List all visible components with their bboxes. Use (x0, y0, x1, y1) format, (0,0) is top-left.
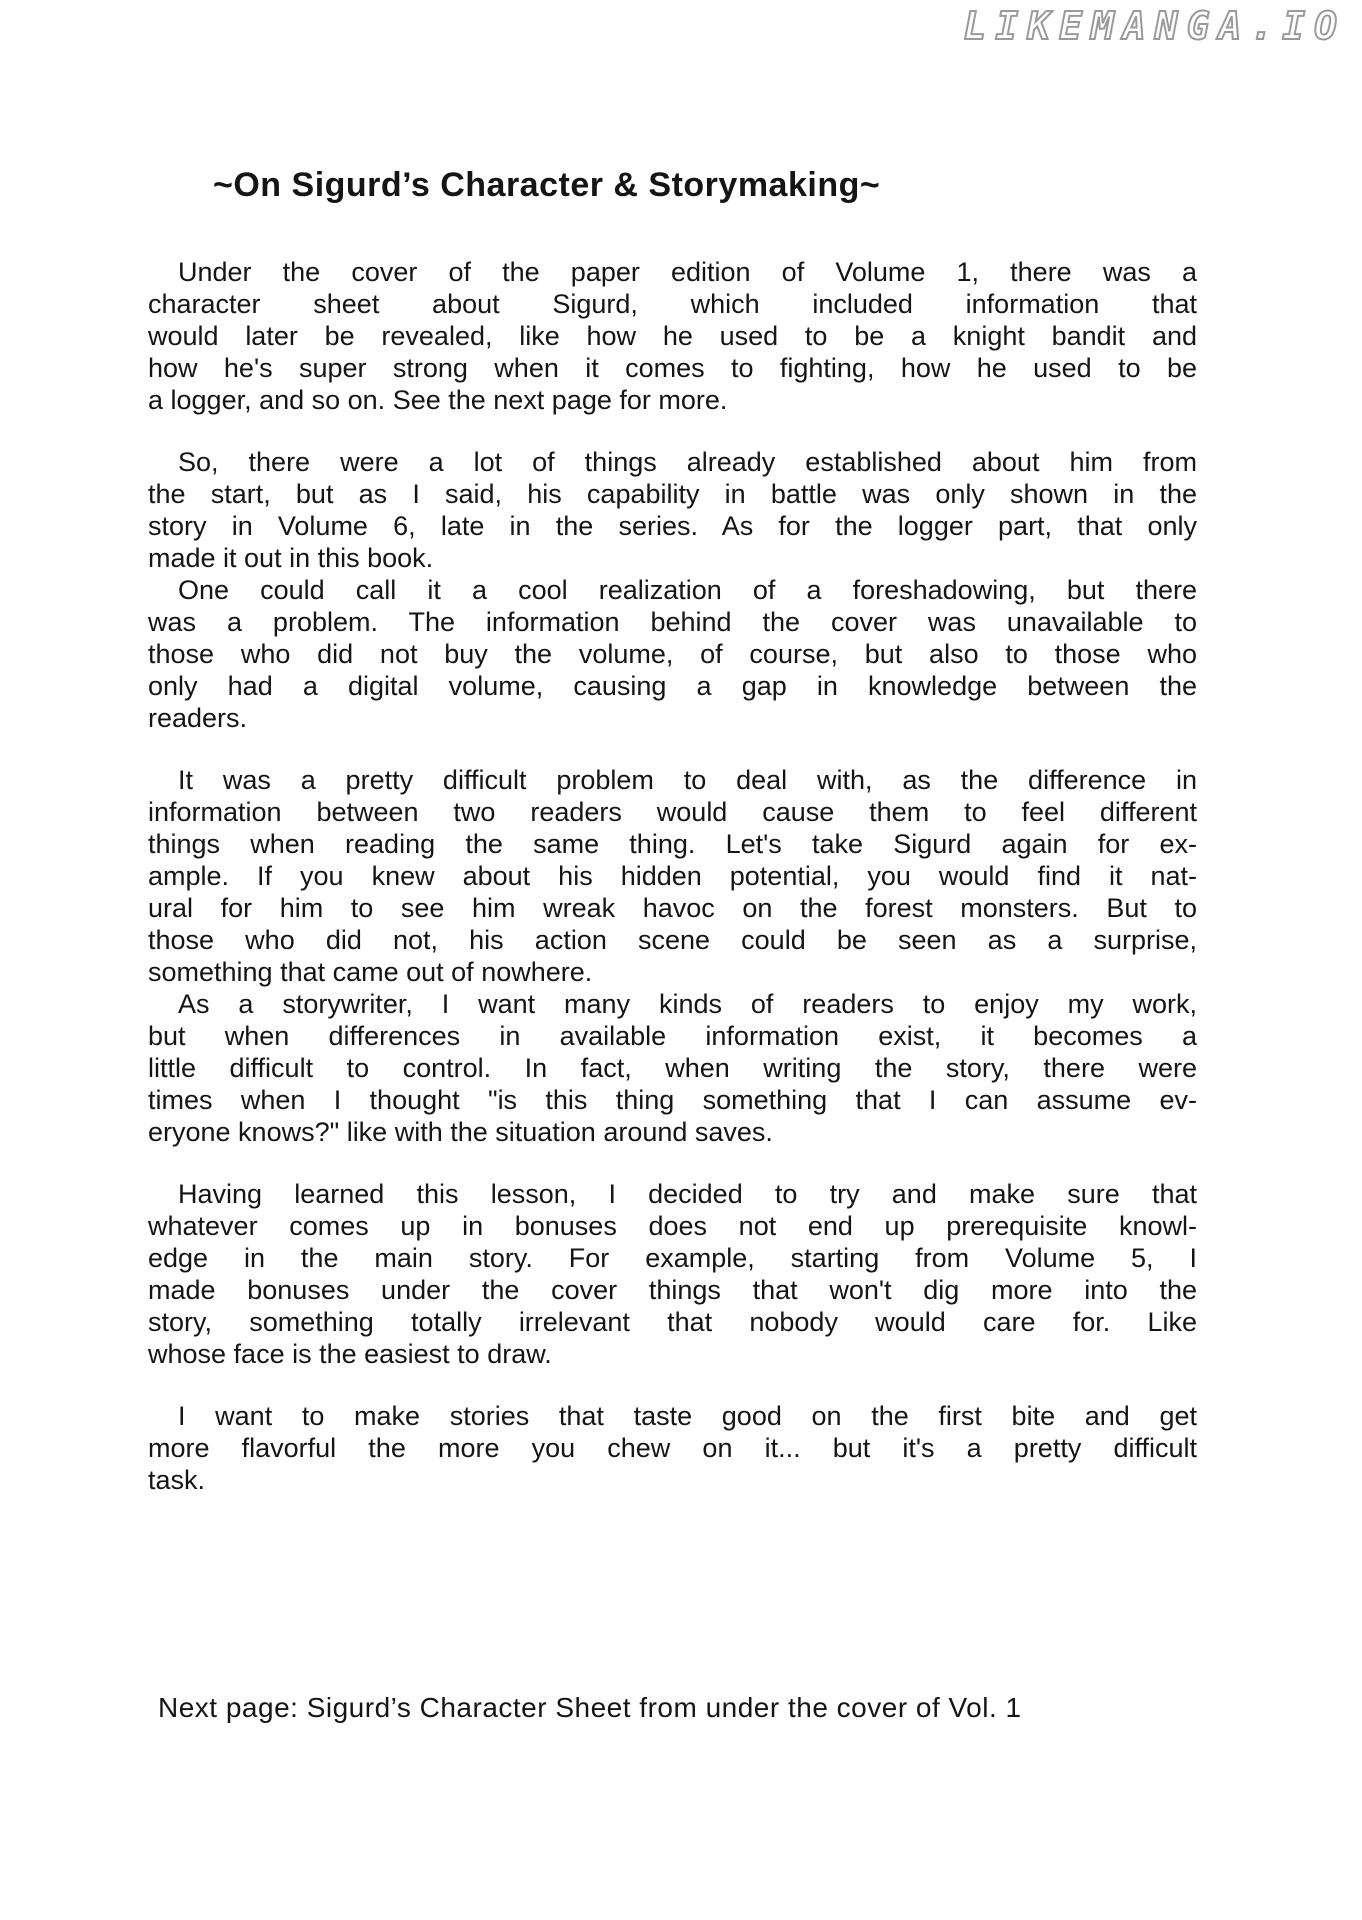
text-line: So, there were a lot of things already established about him from (178, 447, 1197, 477)
text-line: those who did not, his action scene could be seen as a surprise, (148, 925, 1197, 955)
text-line: story, something totally irrelevant that nobody would care for. Like (148, 1307, 1197, 1337)
page-title: ~On Sigurd’s Character & Storymaking~ (213, 165, 881, 204)
paragraph-1 (148, 256, 1197, 416)
text-line: eryone knows?" like with the situation around saves. (148, 1117, 773, 1147)
text-line: task. (148, 1465, 206, 1495)
text-line: a logger, and so on. See the next page for more. (148, 385, 728, 415)
text-line: Having learned this lesson, I decided to try and make sure that (178, 1179, 1197, 1209)
text-line: how he's super strong when it comes to fighting, how he used to be (148, 353, 1197, 383)
paragraph-7 (148, 1400, 1197, 1496)
text-line: things when reading the same thing. Let's take Sigurd again for ex- (148, 829, 1197, 859)
text-line: One could call it a cool realization of a foreshadowing, but there (178, 575, 1197, 605)
text-line: I want to make stories that taste good on the first bite and get (178, 1401, 1197, 1431)
text-line: It was a pretty difficult problem to deal with, as the difference in (178, 765, 1197, 795)
text-line: made bonuses under the cover things that won't dig more into the (148, 1275, 1197, 1305)
text-line: but when differences in available information exist, it becomes a (148, 1021, 1197, 1051)
text-line: would later be revealed, like how he used to be a knight bandit and (148, 321, 1197, 351)
text-line: made it out in this book. (148, 543, 434, 573)
text-line: story in Volume 6, late in the series. As for the logger part, that only (148, 511, 1197, 541)
text-line: little difficult to control. In fact, when writing the story, there were (148, 1053, 1197, 1083)
text-line: edge in the main story. For example, starting from Volume 5, I (148, 1243, 1197, 1273)
paragraph-5 (148, 988, 1197, 1148)
text-line: Under the cover of the paper edition of Volume 1, there was a (178, 257, 1197, 287)
text-line: whatever comes up in bonuses does not end up prerequisite knowl- (148, 1211, 1197, 1241)
text-line: only had a digital volume, causing a gap in knowledge between the (148, 671, 1197, 701)
text-line: character sheet about Sigurd, which included information that (148, 289, 1197, 319)
author-note-body (148, 256, 1197, 1496)
text-line: information between two readers would cause them to feel different (148, 797, 1197, 827)
text-line: those who did not buy the volume, of course, but also to those who (148, 639, 1197, 669)
text-line: readers. (148, 703, 248, 733)
text-line: ample. If you knew about his hidden potential, you would find it nat- (148, 861, 1197, 891)
text-line: ural for him to see him wreak havoc on the forest monsters. But to (148, 893, 1197, 923)
text-line: As a storywriter, I want many kinds of readers to enjoy my work, (178, 989, 1197, 1019)
paragraph-4 (148, 764, 1197, 988)
paragraph-2 (148, 446, 1197, 574)
paragraph-6 (148, 1178, 1197, 1370)
text-line: something that came out of nowhere. (148, 957, 593, 987)
text-line: more flavorful the more you chew on it... but it's a pretty difficult (148, 1433, 1197, 1463)
text-line: was a problem. The information behind the cover was unavailable to (148, 607, 1197, 637)
text-line: the start, but as I said, his capability in battle was only shown in the (148, 479, 1197, 509)
text-line: times when I thought "is this thing something that I can assume ev- (148, 1085, 1197, 1115)
paragraph-3 (148, 574, 1197, 734)
watermark: LIKEMANGA.IO (963, 4, 1346, 48)
text-line: whose face is the easiest to draw. (148, 1339, 552, 1369)
footer-note: Next page: Sigurd’s Character Sheet from under the cover of Vol. 1 (158, 1692, 1022, 1723)
